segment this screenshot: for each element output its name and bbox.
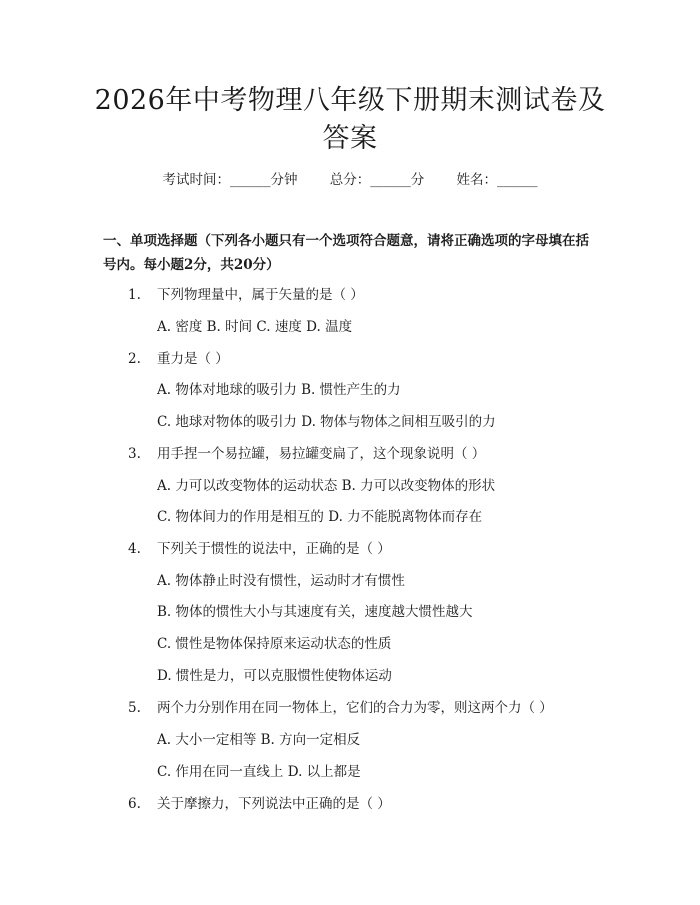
question-2-options-ab: A. 物体对地球的吸引力 B. 惯性产生的力 (157, 382, 401, 398)
question-number: 4. (128, 541, 141, 557)
question-text: 重力是（ ） (157, 351, 229, 367)
question-text: 关于摩擦力，下列说法中正确的是（ ） (157, 796, 391, 812)
question-5-options-ab: A. 大小一定相等 B. 方向一定相反 (157, 732, 361, 748)
question-number: 6. (128, 796, 141, 812)
question-3 (128, 442, 485, 462)
question-4-option-a: A. 物体静止时没有惯性，运动时才有惯性 (157, 573, 405, 589)
question-number: 3. (128, 446, 141, 462)
exam-info-line (0, 168, 700, 188)
question-text: 下列物理量中，属于矢量的是（ ） (157, 287, 364, 303)
question-5 (128, 696, 553, 716)
section-heading-single-choice: 一、单项选择题（下列各小题只有一个选项符合题意，请将正确选项的字母填在括号内。每小题2分，共20分） (103, 233, 589, 273)
question-3-options-cd: C. 物体间力的作用是相互的 D. 力不能脱离物体而存在 (157, 509, 483, 525)
question-number: 1. (128, 287, 141, 303)
question-5-options-cd: C. 作用在同一直线上 D. 以上都是 (157, 764, 361, 780)
question-1 (128, 283, 364, 303)
question-4-option-b: B. 物体的惯性大小与其速度有关，速度越大惯性越大 (157, 604, 473, 620)
question-number: 5. (128, 700, 141, 716)
question-number: 2. (128, 351, 141, 367)
question-4-option-c: C. 惯性是物体保持原来运动状态的性质 (157, 636, 392, 652)
question-text: 两个力分别作用在同一物体上，它们的合力为零，则这两个力（ ） (157, 700, 553, 716)
total-score-field: 总分：______分 (329, 172, 425, 188)
question-text: 下列关于惯性的说法中，正确的是（ ） (157, 541, 391, 557)
question-3-options-ab: A. 力可以改变物体的运动状态 B. 力可以改变物体的形状 (157, 478, 496, 494)
question-6 (128, 792, 391, 812)
question-4-option-d: D. 惯性是力，可以克服惯性使物体运动 (157, 668, 392, 684)
question-1-options: A. 密度 B. 时间 C. 速度 D. 温度 (157, 319, 353, 335)
student-name-field: 姓名：______ (456, 172, 538, 188)
question-4 (128, 537, 391, 557)
page-title: 2026年中考物理八年级下册期末测试卷及答案 (94, 85, 606, 154)
exam-time-field: 考试时间：______分钟 (162, 172, 298, 188)
question-text: 用手捏一个易拉罐，易拉罐变扁了，这个现象说明（ ） (157, 446, 486, 462)
question-2-options-cd: C. 地球对物体的吸引力 D. 物体与物体之间相互吸引的力 (157, 414, 496, 430)
question-2 (128, 347, 229, 367)
